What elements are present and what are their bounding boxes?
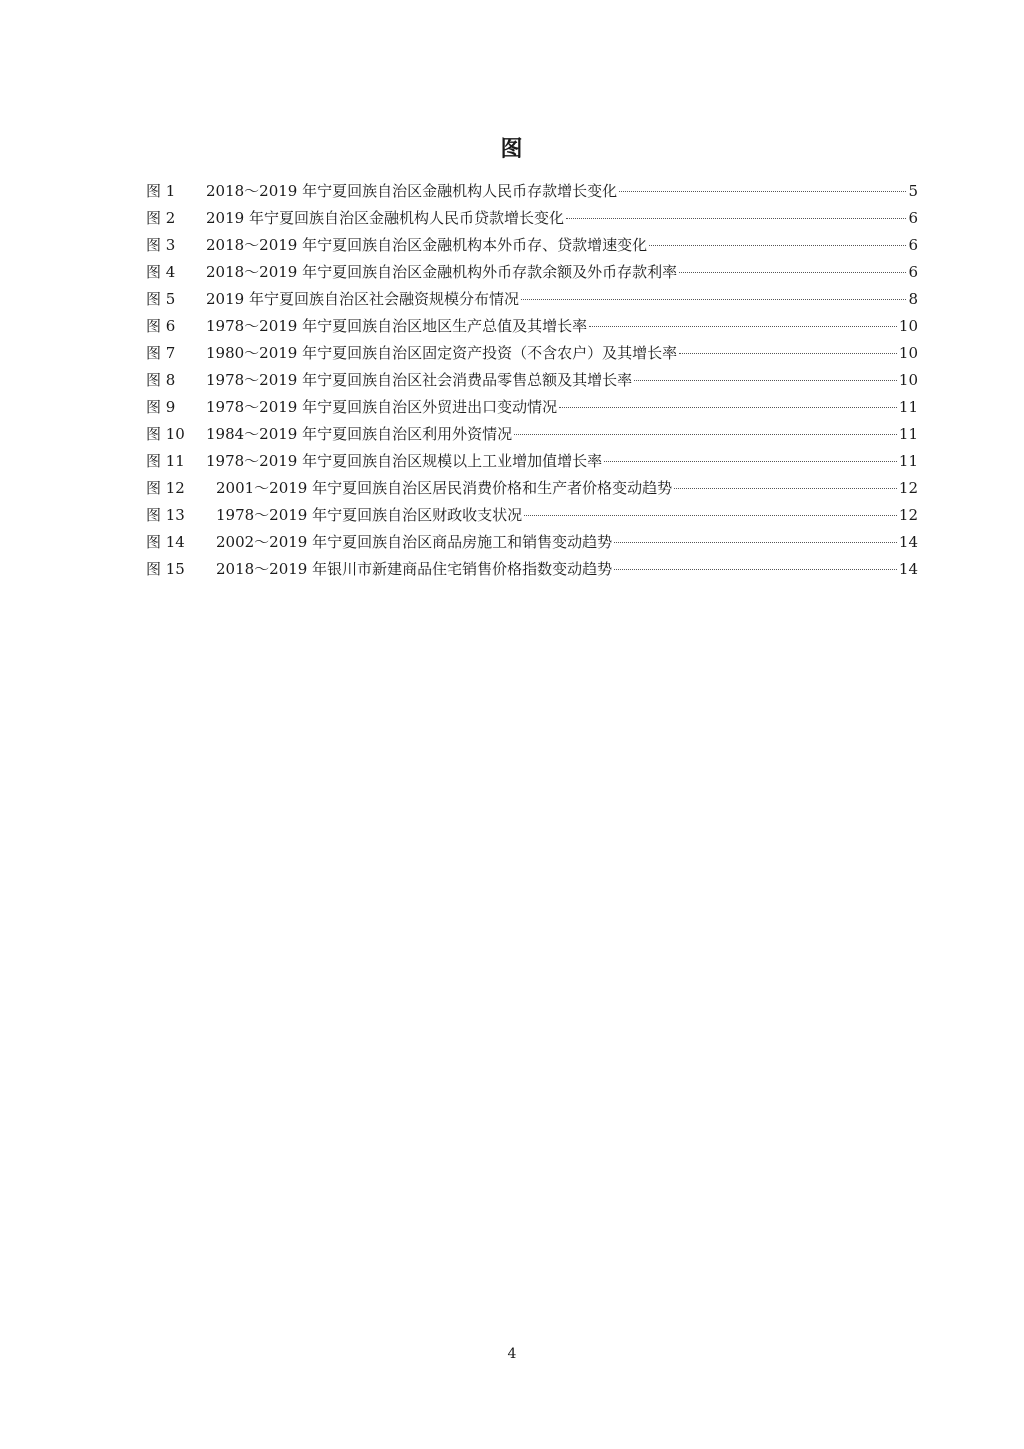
- figure-title: 2019 年宁夏回族自治区社会融资规模分布情况: [206, 290, 519, 308]
- page-title: 图: [500, 137, 524, 162]
- figure-label: 图 6: [146, 317, 176, 335]
- figure-page-number: 6: [908, 209, 918, 227]
- dot-leader: [679, 272, 906, 273]
- toc-entry-8[interactable]: [146, 367, 918, 394]
- figure-page-number: 11: [898, 425, 918, 443]
- toc-entry-4[interactable]: [146, 259, 918, 286]
- figure-title: 2001～2019 年宁夏回族自治区居民消费价格和生产者价格变动趋势: [216, 479, 673, 497]
- figure-page-number: 10: [898, 371, 918, 389]
- dot-leader: [614, 542, 897, 543]
- figure-title: 1978～2019 年宁夏回族自治区规模以上工业增加值增长率: [206, 452, 603, 470]
- figure-page-number: 12: [898, 506, 918, 524]
- dot-leader: [559, 407, 897, 408]
- page-number: 4: [507, 1346, 517, 1362]
- figure-page-number: 12: [898, 479, 918, 497]
- figure-title: 2002～2019 年宁夏回族自治区商品房施工和销售变动趋势: [216, 533, 613, 551]
- figure-title: 1978～2019 年宁夏回族自治区外贸进出口变动情况: [206, 398, 558, 416]
- toc-entry-10[interactable]: [146, 421, 918, 448]
- figure-page-number: 11: [898, 452, 918, 470]
- toc-entry-1[interactable]: [146, 178, 918, 205]
- figure-label: 图 7: [146, 344, 176, 362]
- toc-entry-6[interactable]: [146, 313, 918, 340]
- figure-label: 图 1: [146, 182, 176, 200]
- figure-title: 2018～2019 年宁夏回族自治区金融机构外币存款余额及外币存款利率: [206, 263, 678, 281]
- figure-title: 1984～2019 年宁夏回族自治区利用外资情况: [206, 425, 513, 443]
- dot-leader: [514, 434, 897, 435]
- toc-entry-9[interactable]: [146, 394, 918, 421]
- figure-label: 图 3: [146, 236, 176, 254]
- figure-page-number: 10: [898, 344, 918, 362]
- toc-entry-7[interactable]: [146, 340, 918, 367]
- figure-title: 1978～2019 年宁夏回族自治区地区生产总值及其增长率: [206, 317, 588, 335]
- figure-page-number: 10: [898, 317, 918, 335]
- dot-leader: [619, 191, 906, 192]
- figure-title: 1978～2019 年宁夏回族自治区财政收支状况: [216, 506, 523, 524]
- figure-page-number: 11: [898, 398, 918, 416]
- figure-page-number: 6: [908, 236, 918, 254]
- figure-label: 图 11: [146, 452, 185, 470]
- toc-entry-11[interactable]: [146, 448, 918, 475]
- toc-entry-5[interactable]: [146, 286, 918, 313]
- dot-leader: [634, 380, 897, 381]
- dot-leader: [566, 218, 906, 219]
- figure-label: 图 9: [146, 398, 176, 416]
- figure-list: [146, 178, 918, 583]
- figure-page-number: 14: [898, 533, 918, 551]
- figure-label: 图 13: [146, 506, 185, 524]
- figure-label: 图 15: [146, 560, 185, 578]
- dot-leader: [521, 299, 906, 300]
- figure-title: 2019 年宁夏回族自治区金融机构人民币贷款增长变化: [206, 209, 564, 227]
- figure-label: 图 8: [146, 371, 176, 389]
- figure-title: 2018～2019 年宁夏回族自治区金融机构本外币存、贷款增速变化: [206, 236, 648, 254]
- figure-title: 2018～2019 年银川市新建商品住宅销售价格指数变动趋势: [216, 560, 613, 578]
- toc-entry-14[interactable]: [146, 529, 918, 556]
- figure-label: 图 14: [146, 533, 185, 551]
- figure-label: 图 4: [146, 263, 176, 281]
- figure-page-number: 8: [908, 290, 918, 308]
- dot-leader: [524, 515, 897, 516]
- toc-entry-2[interactable]: [146, 205, 918, 232]
- figure-page-number: 14: [898, 560, 918, 578]
- toc-entry-13[interactable]: [146, 502, 918, 529]
- dot-leader: [674, 488, 897, 489]
- toc-entry-3[interactable]: [146, 232, 918, 259]
- figure-label: 图 10: [146, 425, 185, 443]
- figure-label: 图 12: [146, 479, 185, 497]
- figure-page-number: 5: [908, 182, 918, 200]
- figure-page-number: 6: [908, 263, 918, 281]
- dot-leader: [604, 461, 897, 462]
- figure-label: 图 5: [146, 290, 176, 308]
- figure-label: 图 2: [146, 209, 176, 227]
- figure-title: 1980～2019 年宁夏回族自治区固定资产投资（不含农户）及其增长率: [206, 344, 678, 362]
- dot-leader: [679, 353, 897, 354]
- figure-title: 1978～2019 年宁夏回族自治区社会消费品零售总额及其增长率: [206, 371, 633, 389]
- dot-leader: [649, 245, 906, 246]
- toc-entry-15[interactable]: [146, 556, 918, 583]
- figure-title: 2018～2019 年宁夏回族自治区金融机构人民币存款增长变化: [206, 182, 618, 200]
- dot-leader: [589, 326, 897, 327]
- toc-entry-12[interactable]: [146, 475, 918, 502]
- dot-leader: [614, 569, 897, 570]
